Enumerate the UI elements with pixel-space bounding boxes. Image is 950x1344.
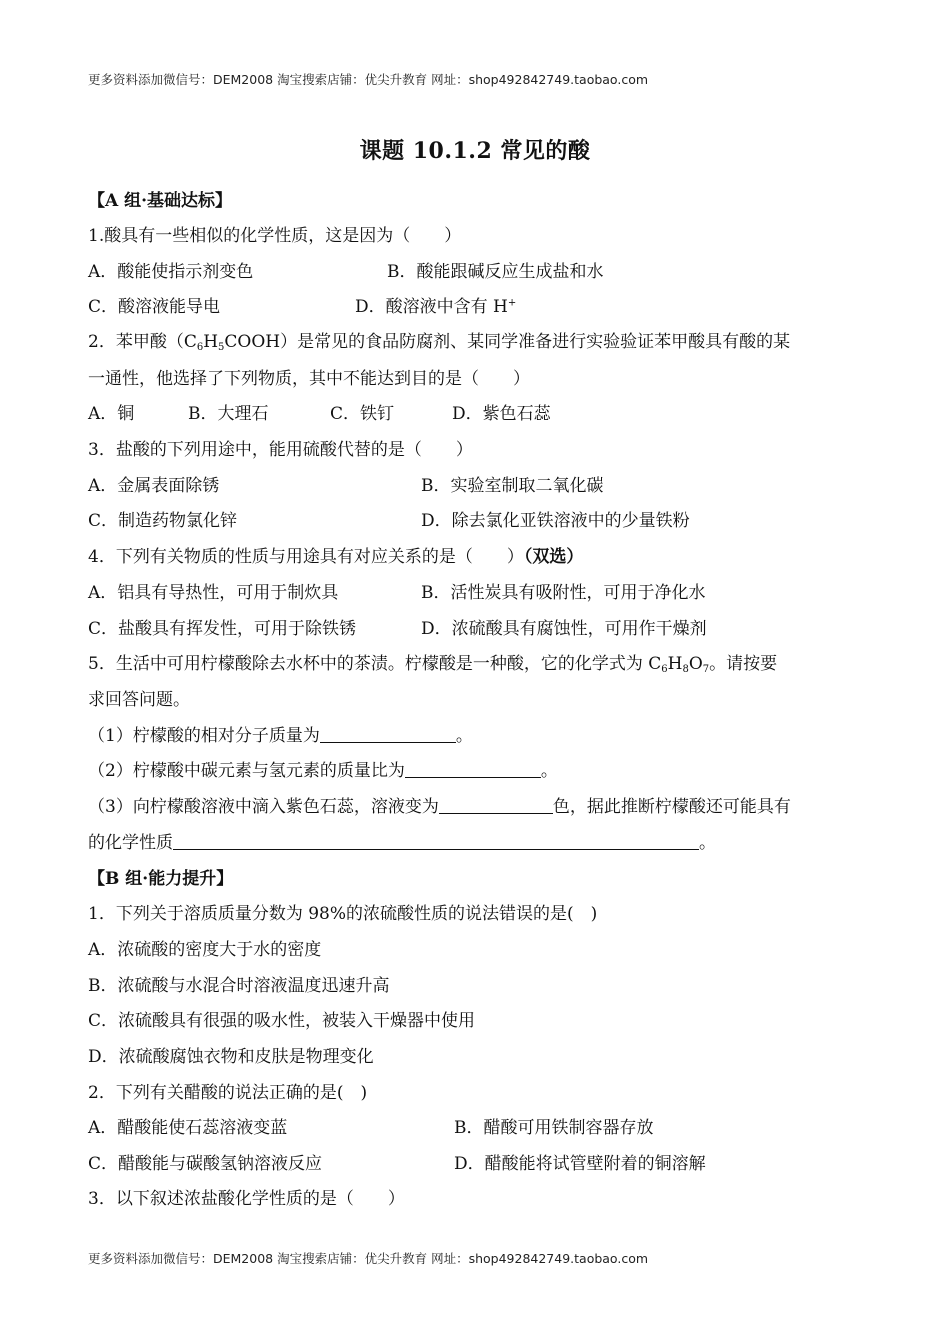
a4-option-c: C．盐酸具有挥发性，可用于除铁锈 xyxy=(88,619,357,639)
b1-option-c: C．浓硫酸具有很强的吸水性，被装入干燥器中使用 xyxy=(88,1011,476,1031)
b2-option-d: D．醋酸能将试管壁附着的铜溶解 xyxy=(454,1154,706,1174)
a2-question-line2: 一通性，他选择了下列物质，其中不能达到目的是（ ） xyxy=(88,369,530,389)
a3-option-b: B．实验室制取二氧化碳 xyxy=(421,476,604,496)
a5-question-line2: 求回答问题。 xyxy=(88,690,190,710)
a2-option-c: C．铁钉 xyxy=(330,404,395,424)
a3-option-d: D．除去氯化亚铁溶液中的少量铁粉 xyxy=(421,511,690,531)
b2-option-c: C．醋酸能与碳酸氢钠溶液反应 xyxy=(88,1154,323,1174)
a4-option-d: D．浓硫酸具有腐蚀性，可用作干燥剂 xyxy=(421,619,707,639)
a1-option-c: C．酸溶液能导电 xyxy=(88,297,221,317)
a3-question: 3．盐酸的下列用途中，能用硫酸代替的是（ ） xyxy=(88,440,473,460)
a1-question: 1.酸具有一些相似的化学性质，这是因为（ ） xyxy=(88,226,462,246)
b3-question: 3．以下叙述浓盐酸化学性质的是（ ） xyxy=(88,1189,405,1209)
a4-option-a: A．铝具有导热性，可用于制炊具 xyxy=(88,583,339,603)
a5-sub2: （2）柠檬酸中碳元素与氢元素的质量比为 。 xyxy=(88,761,558,781)
a1-option-a: A．酸能使指示剂变色 xyxy=(88,262,254,282)
b1-question: 1．下列关于溶质质量分数为 98%的浓硫酸性质的说法错误的是( ) xyxy=(88,904,598,924)
answer-blank-1[interactable] xyxy=(320,726,456,743)
page-footer: 更多资料添加微信号：DEM2008 淘宝搜索店铺：优尖升教育 网址：shop492842749.taobao.com xyxy=(88,1251,649,1266)
a1-option-b: B．酸能跟碱反应生成盐和水 xyxy=(387,262,604,282)
b2-option-b: B．醋酸可用铁制容器存放 xyxy=(454,1118,654,1138)
answer-blank-3[interactable] xyxy=(439,797,553,814)
answer-blank-4[interactable] xyxy=(173,833,699,850)
answer-blank-2[interactable] xyxy=(405,761,541,778)
a5-sub1: （1）柠檬酸的相对分子质量为 。 xyxy=(88,726,473,746)
a3-option-c: C．制造药物氯化锌 xyxy=(88,511,238,531)
a2-option-d: D．紫色石蕊 xyxy=(452,404,551,424)
a5-sub3-line1: （3）向柠檬酸溶液中滴入紫色石蕊，溶液变为 色，据此推断柠檬酸还可能具有 xyxy=(88,797,791,817)
page-header: 更多资料添加微信号：DEM2008 淘宝搜索店铺：优尖升教育 网址：shop492842749.taobao.com xyxy=(88,72,649,87)
a2-option-a: A．铜 xyxy=(88,404,135,424)
b1-option-b: B．浓硫酸与水混合时溶液温度迅速升高 xyxy=(88,976,390,996)
b1-option-d: D．浓硫酸腐蚀衣物和皮肤是物理变化 xyxy=(88,1047,374,1067)
group-b-heading: 【B 组·能力提升】 xyxy=(88,869,234,889)
a4-question: 4．下列有关物质的性质与用途具有对应关系的是（ ）（双选） xyxy=(88,547,584,567)
a5-sub3-line2: 的化学性质 。 xyxy=(88,833,716,853)
a5-question-line1: 5．生活中可用柠檬酸除去水杯中的茶渍。柠檬酸是一种酸，它的化学式为 $C_6H_8O_7$。请按要 xyxy=(88,654,778,675)
b2-question: 2．下列有关醋酸的说法正确的是( ) xyxy=(88,1083,368,1103)
group-a-heading: 【A 组·基础达标】 xyxy=(88,191,233,211)
a4-option-b: B．活性炭具有吸附性，可用于净化水 xyxy=(421,583,706,603)
a2-question-line1: 2．苯甲酸$(C_6H_5COOH)$是常见的食品防腐剂、某同学准备进行实验验证苯甲酸具有酸的某 xyxy=(88,332,791,353)
a1-option-d: D．酸溶液中含有 H+ xyxy=(355,297,517,317)
a3-option-a: A．金属表面除锈 xyxy=(88,476,220,496)
b1-option-a: A．浓硫酸的密度大于水的密度 xyxy=(88,940,322,960)
page-title: 课题 10.1.2 常见的酸 xyxy=(359,138,591,164)
b2-option-a: A．醋酸能使石蕊溶液变蓝 xyxy=(88,1118,288,1138)
a2-option-b: B．大理石 xyxy=(188,404,269,424)
